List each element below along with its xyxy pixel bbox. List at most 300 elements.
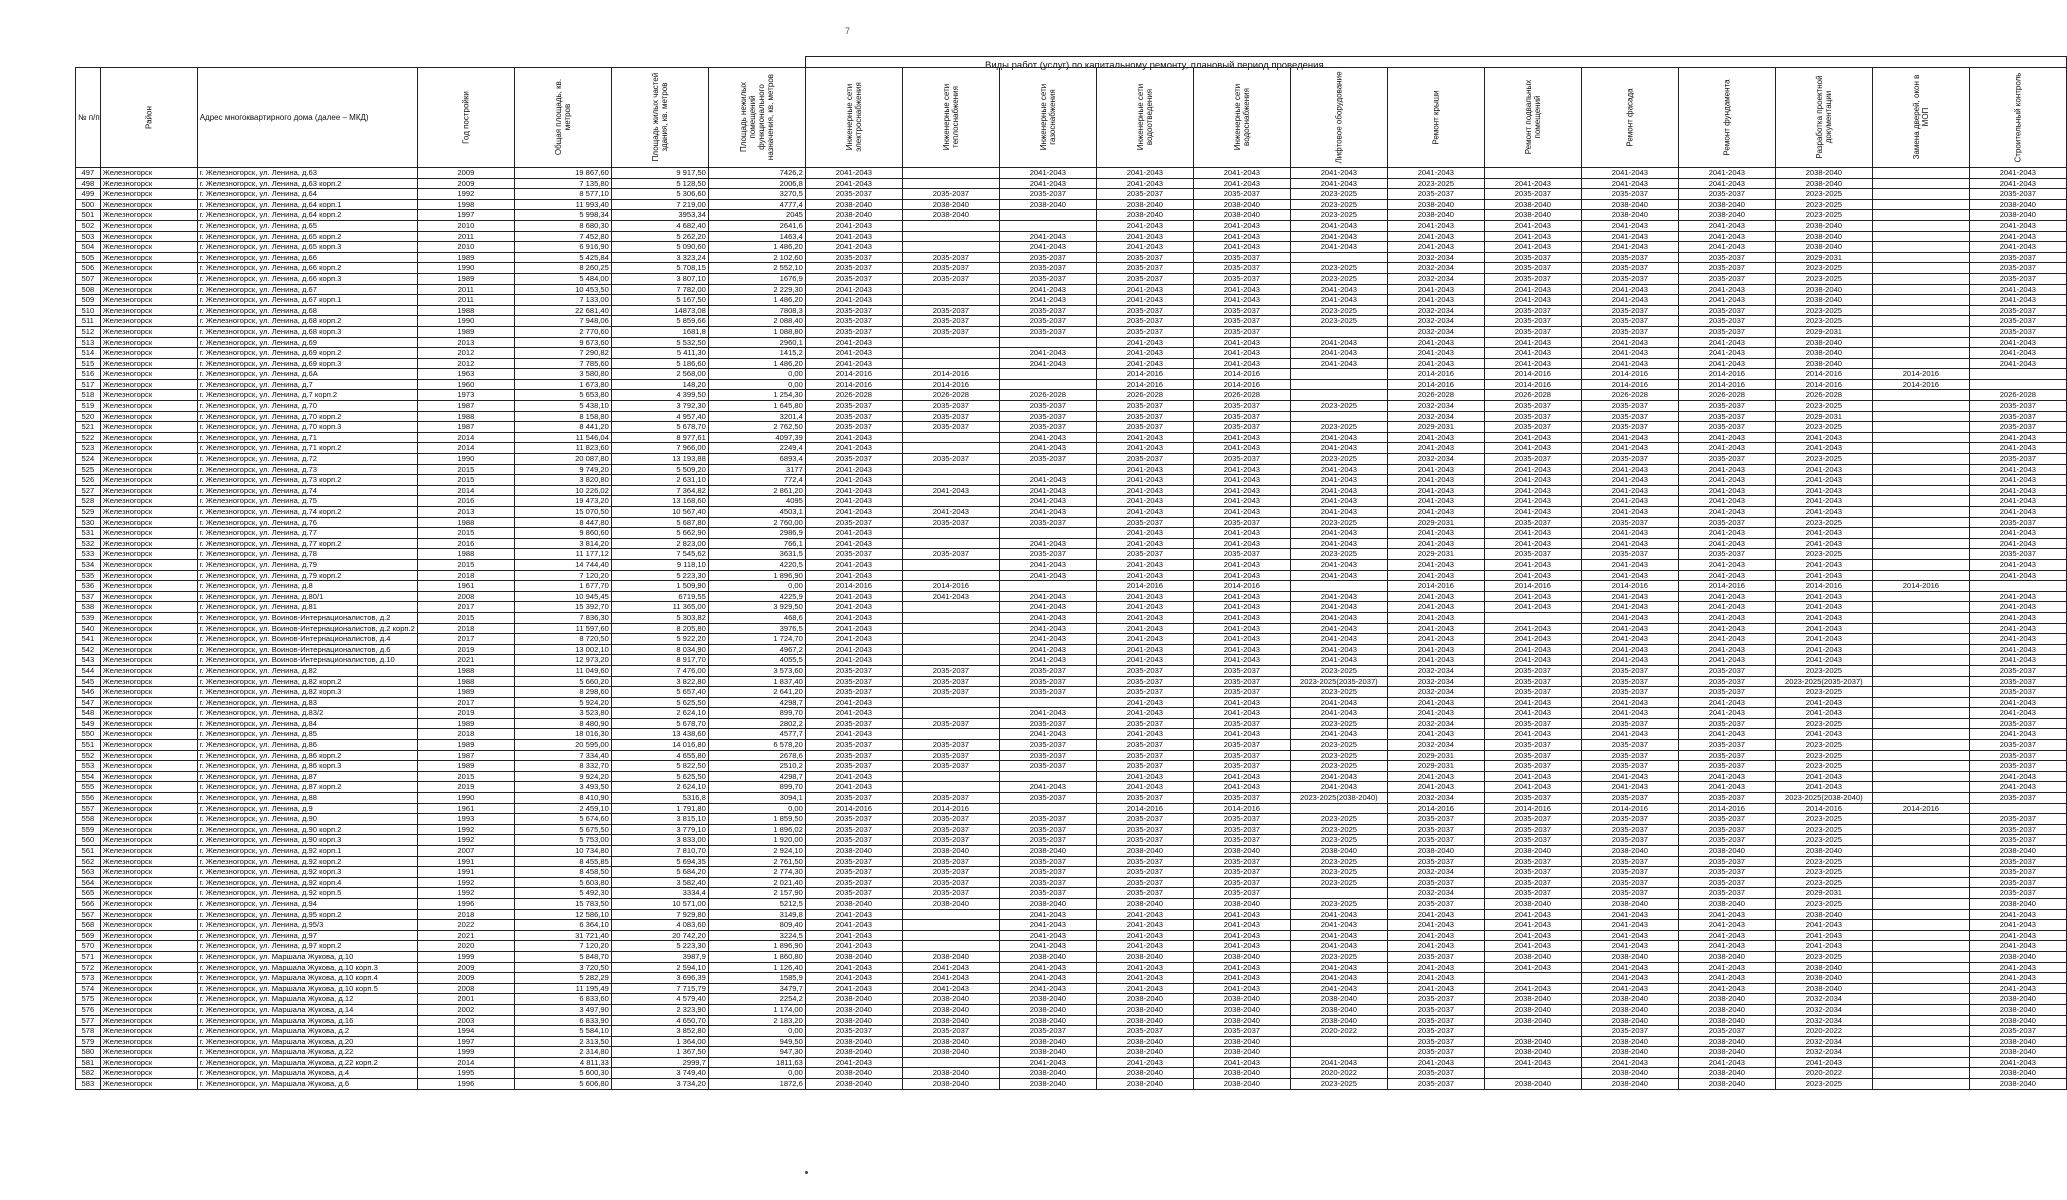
- table-cell: [902, 941, 999, 952]
- table-cell: [1872, 570, 1969, 581]
- table-cell: [1290, 803, 1387, 814]
- table-row: [76, 348, 2067, 359]
- table-cell: 2038-2040: [999, 994, 1096, 1005]
- table-cell: 2029-2031: [1775, 252, 1872, 263]
- table-cell: Железногорск: [100, 1079, 197, 1090]
- table-cell: 2041-2043: [1290, 729, 1387, 740]
- table-cell: 2041-2043: [805, 358, 902, 369]
- table-cell: [902, 464, 999, 475]
- column-header: [417, 68, 514, 168]
- table-cell: 2015: [417, 528, 514, 539]
- column-header: [100, 68, 197, 168]
- table-cell: 2035-2037: [902, 824, 999, 835]
- table-cell: 2035-2037: [1387, 189, 1484, 200]
- table-cell: 772,4: [708, 475, 805, 486]
- table-cell: 2041-2043: [1290, 231, 1387, 242]
- table-cell: 2041-2043: [1387, 909, 1484, 920]
- table-cell: 8 447,80: [514, 517, 611, 528]
- table-cell: 2038-2040: [902, 1015, 999, 1026]
- table-cell: 2041-2043: [1387, 485, 1484, 496]
- table-cell: 2038-2040: [1678, 1036, 1775, 1047]
- table-cell: 19 473,20: [514, 496, 611, 507]
- table-cell: 2035-2037: [1484, 665, 1581, 676]
- table-row: [76, 856, 2067, 867]
- table-cell: 2023-2025: [1290, 665, 1387, 676]
- column-header: [1969, 68, 2066, 168]
- table-cell: 5 922,20: [611, 634, 708, 645]
- table-cell: 1973: [417, 390, 514, 401]
- table-cell: 6 364,10: [514, 920, 611, 931]
- table-cell: 5 753,00: [514, 835, 611, 846]
- table-cell: 11 597,60: [514, 623, 611, 634]
- table-cell: 2035-2037: [1096, 305, 1193, 316]
- table-cell: 564: [76, 877, 101, 888]
- table-cell: 2041-2043: [1387, 443, 1484, 454]
- table-cell: 2038-2040: [902, 1036, 999, 1047]
- table-cell: [902, 178, 999, 189]
- table-cell: 2035-2037: [1387, 898, 1484, 909]
- table-cell: 2041-2043: [1678, 443, 1775, 454]
- table-cell: 2035-2037: [902, 263, 999, 274]
- table-cell: г. Железногорск, ул. Ленина, д.74: [197, 485, 417, 496]
- table-cell: 5 090,60: [611, 242, 708, 253]
- table-cell: 2014: [417, 485, 514, 496]
- page-number: 7: [845, 26, 851, 36]
- table-cell: 1 837,40: [708, 676, 805, 687]
- table-cell: 2038-2040: [1290, 846, 1387, 857]
- table-cell: 2041-2043: [805, 602, 902, 613]
- table-cell: 0,00: [708, 369, 805, 380]
- table-cell: 2038-2040: [1581, 1015, 1678, 1026]
- table-cell: [902, 644, 999, 655]
- table-cell: 5 303,82: [611, 612, 708, 623]
- table-cell: 2023-2025: [1775, 687, 1872, 698]
- table-cell: 2011: [417, 231, 514, 242]
- table-cell: 562: [76, 856, 101, 867]
- table-cell: 2 762,50: [708, 422, 805, 433]
- table-row: [76, 570, 2067, 581]
- table-cell: 5316,8: [611, 793, 708, 804]
- table-cell: [1290, 326, 1387, 337]
- table-cell: 547: [76, 697, 101, 708]
- table-cell: 2041-2043: [999, 602, 1096, 613]
- table-cell: 2 314,80: [514, 1047, 611, 1058]
- table-cell: 2035-2037: [1096, 454, 1193, 465]
- table-cell: 1989: [417, 326, 514, 337]
- table-cell: 2014-2016: [1581, 369, 1678, 380]
- table-row: [76, 920, 2067, 931]
- table-row: [76, 708, 2067, 719]
- table-cell: 2023-2025(2038-2040): [1775, 793, 1872, 804]
- table-cell: 2038-2040: [1969, 951, 2066, 962]
- column-header-label: Строительный контроль: [2013, 72, 2023, 163]
- table-cell: [1872, 655, 1969, 666]
- table-cell: [1290, 1036, 1387, 1047]
- table-cell: 2009: [417, 178, 514, 189]
- column-header: [708, 68, 805, 168]
- table-cell: 2041-2043: [1290, 920, 1387, 931]
- table-cell: 1961: [417, 803, 514, 814]
- table-cell: 2014-2016: [805, 803, 902, 814]
- table-row: [76, 475, 2067, 486]
- table-cell: 2038-2040: [1193, 1068, 1290, 1079]
- table-cell: 2035-2037: [1484, 877, 1581, 888]
- table-cell: 2041-2043: [1775, 708, 1872, 719]
- table-cell: 2023-2025: [1290, 1079, 1387, 1090]
- table-cell: [1290, 581, 1387, 592]
- table-cell: 2011: [417, 284, 514, 295]
- column-header: [1581, 68, 1678, 168]
- table-cell: 2035-2037: [1193, 1026, 1290, 1037]
- table-cell: 2035-2037: [1581, 422, 1678, 433]
- table-cell: Железногорск: [100, 231, 197, 242]
- table-cell: 2032-2034: [1387, 273, 1484, 284]
- table-cell: 5 675,50: [514, 824, 611, 835]
- table-cell: 2014-2016: [1484, 803, 1581, 814]
- table-cell: 2026-2028: [805, 390, 902, 401]
- table-cell: 2678,6: [708, 750, 805, 761]
- table-cell: 2023-2025: [1775, 316, 1872, 327]
- table-cell: г. Железногорск, ул. Ленина, д.78: [197, 549, 417, 560]
- table-cell: [1872, 1047, 1969, 1058]
- table-cell: 2041-2043: [902, 485, 999, 496]
- table-cell: 2041-2043: [1290, 432, 1387, 443]
- table-cell: 2014-2016: [1872, 369, 1969, 380]
- table-cell: 2035-2037: [999, 718, 1096, 729]
- table-cell: 2038-2040: [1290, 1004, 1387, 1015]
- table-cell: 552: [76, 750, 101, 761]
- table-cell: 2023-2025: [1290, 867, 1387, 878]
- table-cell: г. Железногорск, ул. Ленина, д.92 корп.1: [197, 846, 417, 857]
- table-cell: 5 306,60: [611, 189, 708, 200]
- table-cell: 2041-2043: [1193, 284, 1290, 295]
- table-cell: 2035-2037: [805, 1026, 902, 1037]
- table-cell: Железногорск: [100, 888, 197, 899]
- table-cell: 2035-2037: [1484, 824, 1581, 835]
- table-cell: 2035-2037: [1678, 867, 1775, 878]
- table-cell: 2038-2040: [902, 1068, 999, 1079]
- table-cell: г. Железногорск, ул. Ленина, д.87: [197, 771, 417, 782]
- table-row: [76, 591, 2067, 602]
- table-cell: 2041-2043: [1096, 591, 1193, 602]
- table-cell: Железногорск: [100, 432, 197, 443]
- table-cell: [1872, 454, 1969, 465]
- table-cell: 2041-2043: [1484, 528, 1581, 539]
- table-cell: 2035-2037: [1193, 676, 1290, 687]
- table-cell: 3 815,10: [611, 814, 708, 825]
- table-cell: 2014-2016: [902, 803, 999, 814]
- table-cell: Железногорск: [100, 549, 197, 560]
- table-cell: 2041-2043: [1193, 358, 1290, 369]
- table-cell: 4 083,60: [611, 920, 708, 931]
- table-cell: 2035-2037: [1484, 316, 1581, 327]
- table-row: [76, 263, 2067, 274]
- column-header-label: Адрес многоквартирного дома (далее – МКД): [199, 112, 369, 122]
- table-cell: 3953,34: [611, 210, 708, 221]
- table-cell: 1 367,50: [611, 1047, 708, 1058]
- table-cell: г. Железногорск, ул. Маршала Жукова, д.20: [197, 1036, 417, 1047]
- table-cell: г. Железногорск, ул. Маршала Жукова, д.10 корп.3: [197, 962, 417, 973]
- table-cell: 2041-2043: [1969, 771, 2066, 782]
- table-cell: 2035-2037: [1969, 856, 2066, 867]
- column-header-label: Ремонт фундамента: [1722, 79, 1732, 156]
- table-cell: [1872, 824, 1969, 835]
- table-cell: 2035-2037: [1678, 549, 1775, 560]
- table-cell: 2041-2043: [1096, 920, 1193, 931]
- table-cell: 4577,7: [708, 729, 805, 740]
- table-cell: [1872, 252, 1969, 263]
- table-row: [76, 178, 2067, 189]
- table-cell: 1990: [417, 316, 514, 327]
- table-row: [76, 231, 2067, 242]
- table-cell: г. Железногорск, ул. Ленина, д.65 корп.2: [197, 231, 417, 242]
- table-cell: 555: [76, 782, 101, 793]
- table-cell: 4 650,70: [611, 1015, 708, 1026]
- table-cell: Железногорск: [100, 538, 197, 549]
- table-cell: 2041-2043: [1290, 983, 1387, 994]
- table-cell: 2041-2043: [999, 432, 1096, 443]
- table-cell: 2032-2034: [1775, 1047, 1872, 1058]
- table-cell: 5 678,70: [611, 718, 708, 729]
- table-cell: 2041-2043: [1969, 475, 2066, 486]
- table-cell: 8 480,90: [514, 718, 611, 729]
- table-cell: 2038-2040: [1193, 1079, 1290, 1090]
- table-cell: 2014-2016: [1193, 369, 1290, 380]
- table-cell: 5 660,20: [514, 676, 611, 687]
- table-cell: 2041-2043: [1387, 612, 1484, 623]
- table-cell: 2020-2022: [1775, 1026, 1872, 1037]
- table-cell: 2041-2043: [1581, 708, 1678, 719]
- table-cell: 11 546,04: [514, 432, 611, 443]
- table-cell: 2035-2037: [805, 316, 902, 327]
- table-cell: 2041-2043: [1581, 771, 1678, 782]
- table-cell: 2041-2043: [1969, 973, 2066, 984]
- table-cell: 546: [76, 687, 101, 698]
- table-cell: 2035-2037: [1678, 422, 1775, 433]
- table-cell: 2023-2025: [1775, 898, 1872, 909]
- table-cell: 2041-2043: [1484, 697, 1581, 708]
- table-cell: 2041-2043: [1387, 496, 1484, 507]
- table-cell: 2035-2037: [999, 273, 1096, 284]
- table-cell: 2038-2040: [805, 199, 902, 210]
- table-cell: Железногорск: [100, 454, 197, 465]
- table-cell: 1990: [417, 793, 514, 804]
- table-cell: 2014-2016: [1193, 581, 1290, 592]
- table-cell: 2035-2037: [999, 517, 1096, 528]
- table-cell: 2041-2043: [1193, 930, 1290, 941]
- table-cell: Железногорск: [100, 528, 197, 539]
- table-cell: 2035-2037: [1581, 401, 1678, 412]
- table-cell: 2041-2043: [999, 231, 1096, 242]
- table-cell: 2035-2037: [902, 401, 999, 412]
- table-cell: 2041-2043: [1969, 782, 2066, 793]
- table-cell: 2041-2043: [1193, 771, 1290, 782]
- table-cell: 7 929,80: [611, 909, 708, 920]
- table-cell: 526: [76, 475, 101, 486]
- table-cell: 567: [76, 909, 101, 920]
- table-cell: 537: [76, 591, 101, 602]
- table-cell: 12 973,20: [514, 655, 611, 666]
- column-header-label: Общая площадь, кв. метров: [553, 79, 572, 156]
- table-cell: [1872, 168, 1969, 179]
- table-cell: 2041-2043: [999, 729, 1096, 740]
- table-cell: [1872, 464, 1969, 475]
- table-cell: 2 313,50: [514, 1036, 611, 1047]
- table-cell: 2041-2043: [1969, 644, 2066, 655]
- table-cell: 2041-2043: [1678, 771, 1775, 782]
- table-cell: Железногорск: [100, 379, 197, 390]
- table-cell: г. Железногорск, ул. Ленина, д.66: [197, 252, 417, 263]
- table-cell: 2041-2043: [1969, 538, 2066, 549]
- table-cell: Железногорск: [100, 411, 197, 422]
- table-cell: 2038-2040: [1193, 1004, 1290, 1015]
- table-cell: г. Железногорск, ул. Маршала Жукова, д.22: [197, 1047, 417, 1058]
- table-cell: 2041-2043: [1290, 337, 1387, 348]
- table-cell: 2041-2043: [1193, 475, 1290, 486]
- table-cell: 542: [76, 644, 101, 655]
- table-cell: 2041-2043: [1290, 602, 1387, 613]
- table-cell: 2023-2025: [1290, 189, 1387, 200]
- table-cell: 2023-2025: [1775, 210, 1872, 221]
- table-cell: 2041-2043: [1096, 909, 1193, 920]
- header-spacer: [76, 57, 806, 68]
- table-cell: [1290, 888, 1387, 899]
- table-cell: 2041-2043: [805, 178, 902, 189]
- table-cell: Железногорск: [100, 263, 197, 274]
- table-cell: 497: [76, 168, 101, 179]
- table-cell: г. Железногорск, ул. Ленина, д.65: [197, 220, 417, 231]
- table-row: [76, 1026, 2067, 1037]
- table-cell: 0,00: [708, 1068, 805, 1079]
- table-cell: 2041-2043: [1096, 496, 1193, 507]
- table-cell: 2035-2037: [1678, 401, 1775, 412]
- table-cell: 2041-2043: [1193, 464, 1290, 475]
- table-cell: 2035-2037: [1969, 867, 2066, 878]
- table-cell: 2041-2043: [805, 623, 902, 634]
- table-cell: 6 833,90: [514, 1015, 611, 1026]
- column-header-label: Ремонт крыши: [1431, 90, 1441, 145]
- table-cell: 2035-2037: [805, 422, 902, 433]
- table-cell: 508: [76, 284, 101, 295]
- table-cell: г. Железногорск, ул. Ленина, д.74 корп.2: [197, 507, 417, 518]
- table-row: [76, 612, 2067, 623]
- table-cell: 2035-2037: [1678, 761, 1775, 772]
- table-cell: 544: [76, 665, 101, 676]
- table-cell: Железногорск: [100, 284, 197, 295]
- table-cell: 2041-2043: [1290, 485, 1387, 496]
- table-cell: 2035-2037: [1484, 454, 1581, 465]
- table-cell: 2041-2043: [1969, 231, 2066, 242]
- table-cell: 2021: [417, 655, 514, 666]
- table-cell: 2014-2016: [805, 379, 902, 390]
- table-cell: 2023-2025: [1290, 718, 1387, 729]
- table-cell: 2038-2040: [1096, 994, 1193, 1005]
- table-cell: 2038-2040: [1484, 1004, 1581, 1015]
- table-cell: 5 492,30: [514, 888, 611, 899]
- table-cell: 2035-2037: [999, 411, 1096, 422]
- table-cell: 2038-2040: [1484, 199, 1581, 210]
- table-cell: 13 438,60: [611, 729, 708, 740]
- table-cell: 521: [76, 422, 101, 433]
- table-cell: 1998: [417, 199, 514, 210]
- table-cell: Железногорск: [100, 475, 197, 486]
- table-cell: 2041-2043: [1387, 623, 1484, 634]
- table-cell: 2041-2043: [1775, 1057, 1872, 1068]
- table-cell: 2041-2043: [1484, 538, 1581, 549]
- table-cell: 2041-2043: [1290, 348, 1387, 359]
- table-cell: 4220,5: [708, 559, 805, 570]
- table-cell: 2041-2043: [1096, 644, 1193, 655]
- table-cell: 2 088,40: [708, 316, 805, 327]
- table-cell: 2038-2040: [1484, 1079, 1581, 1090]
- table-cell: 7 966,00: [611, 443, 708, 454]
- table-cell: [902, 729, 999, 740]
- table-cell: [1484, 612, 1581, 623]
- table-cell: 2041-2043: [1484, 962, 1581, 973]
- table-cell: 1681,8: [611, 326, 708, 337]
- table-cell: [1484, 973, 1581, 984]
- table-cell: 2035-2037: [1096, 761, 1193, 772]
- table-cell: 2035-2037: [1096, 676, 1193, 687]
- table-cell: 2035-2037: [1678, 273, 1775, 284]
- table-row: [76, 782, 2067, 793]
- table-cell: 2041-2043: [805, 168, 902, 179]
- table-cell: 501: [76, 210, 101, 221]
- table-cell: 2 924,10: [708, 846, 805, 857]
- table-cell: 2041-2043: [805, 1057, 902, 1068]
- table-cell: 2035-2037: [1096, 750, 1193, 761]
- table-cell: г. Железногорск, ул. Ленина, д.67: [197, 284, 417, 295]
- table-cell: 2041-2043: [1581, 358, 1678, 369]
- table-cell: 2035-2037: [1193, 867, 1290, 878]
- table-cell: 536: [76, 581, 101, 592]
- table-cell: Железногорск: [100, 517, 197, 528]
- table-cell: 2038-2040: [902, 199, 999, 210]
- table-cell: 2 323,90: [611, 1004, 708, 1015]
- table-cell: Железногорск: [100, 909, 197, 920]
- table-cell: 2960,1: [708, 337, 805, 348]
- table-cell: 2035-2037: [805, 326, 902, 337]
- table-cell: 2041-2043: [1484, 464, 1581, 475]
- table-cell: 2641,6: [708, 220, 805, 231]
- table-cell: 2015: [417, 612, 514, 623]
- table-cell: 2035-2037: [805, 856, 902, 867]
- table-cell: 2041-2043: [1581, 612, 1678, 623]
- table-cell: 518: [76, 390, 101, 401]
- table-cell: 2038-2040: [999, 1015, 1096, 1026]
- table-cell: 2041-2043: [1775, 570, 1872, 581]
- table-cell: 2035-2037: [999, 867, 1096, 878]
- table-cell: 2035-2037: [1484, 326, 1581, 337]
- table-cell: Железногорск: [100, 316, 197, 327]
- table-cell: [902, 496, 999, 507]
- table-cell: 20 742,20: [611, 930, 708, 941]
- table-cell: 2026-2028: [1678, 390, 1775, 401]
- table-cell: Железногорск: [100, 1004, 197, 1015]
- table-cell: [1872, 941, 1969, 952]
- table-cell: [1872, 951, 1969, 962]
- table-cell: [1872, 898, 1969, 909]
- table-cell: г. Железногорск, ул. Ленина, д.64 корп.1: [197, 199, 417, 210]
- table-cell: 2023-2025: [1290, 199, 1387, 210]
- table-cell: 2035-2037: [902, 761, 999, 772]
- table-cell: 2041-2043: [1193, 242, 1290, 253]
- table-cell: 2035-2037: [1678, 252, 1775, 263]
- table-cell: 5 708,15: [611, 263, 708, 274]
- table-row: [76, 252, 2067, 263]
- table-cell: 2041-2043: [805, 909, 902, 920]
- table-cell: 2035-2037: [1581, 761, 1678, 772]
